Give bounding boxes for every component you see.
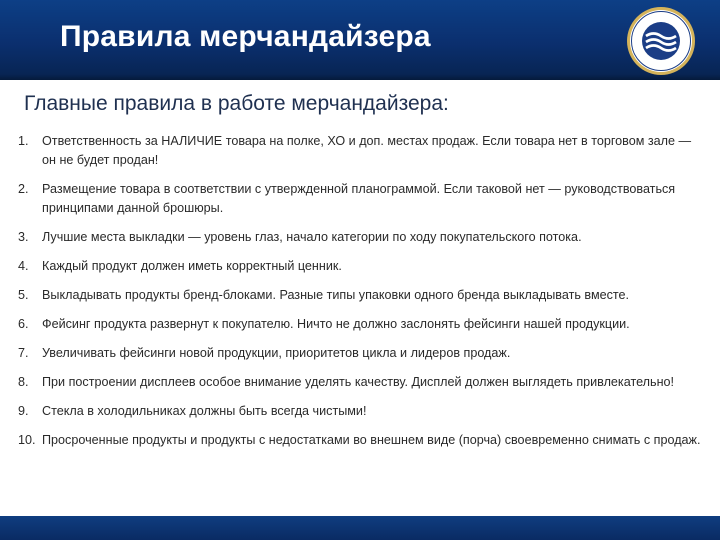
rule-item (18, 228, 702, 247)
rule-number: 3. (18, 230, 29, 244)
rule-item (18, 431, 702, 450)
rule-number: 6. (18, 317, 29, 331)
rule-text: Каждый продукт должен иметь корректный ценник. (42, 259, 342, 273)
rule-number: 10. (18, 433, 36, 447)
rule-item (18, 286, 702, 305)
rule-text: Просроченные продукты и продукты с недостатками во внешнем виде (порча) своевременно снимать с продаж. (42, 433, 701, 447)
footer-band (0, 516, 720, 540)
rule-text: Стекла в холодильниках должны быть всегда чистыми! (42, 404, 367, 418)
rules-list (18, 132, 702, 460)
rule-item (18, 315, 702, 334)
slide-title: Правила мерчандайзера (60, 20, 431, 53)
rule-text: Выкладывать продукты бренд-блоками. Разные типы упаковки одного бренда выкладывать вместе. (42, 288, 630, 302)
header-band (0, 0, 720, 80)
rule-text: При построении дисплеев особое внимание уделять качеству. Дисплей должен выглядеть привлекательно! (42, 375, 675, 389)
rule-text: Фейсинг продукта развернут к покупателю. Ничто не должно заслонять фейсинги нашей продукции. (42, 317, 630, 331)
rule-number: 9. (18, 404, 29, 418)
rule-item (18, 373, 702, 392)
rules-card (12, 84, 708, 512)
company-logo (626, 6, 696, 76)
rule-text: Ответственность за НАЛИЧИЕ товара на полке, ХО и доп. местах продаж. Если товара нет в торговом зале — он не будет продан! (42, 134, 692, 167)
rule-item (18, 257, 702, 276)
rule-item (18, 344, 702, 363)
rule-item (18, 180, 702, 218)
rule-text: Увеличивать фейсинги новой продукции, приоритетов цикла и лидеров продаж. (42, 346, 511, 360)
rule-number: 8. (18, 375, 29, 389)
rule-number: 5. (18, 288, 29, 302)
rule-number: 1. (18, 134, 29, 148)
rule-text: Размещение товара в соответствии с утвержденной планограммой. Если таковой нет — руководствоваться принципами данной брошюры. (42, 182, 676, 215)
rule-item (18, 402, 702, 421)
rules-heading: Главные правила в работе мерчандайзера: (24, 92, 449, 115)
rule-number: 2. (18, 182, 29, 196)
rule-text: Лучшие места выкладки — уровень глаз, начало категории по ходу покупательского потока. (42, 230, 582, 244)
rule-number: 7. (18, 346, 29, 360)
rule-number: 4. (18, 259, 29, 273)
rule-item (18, 132, 702, 170)
seal-icon (626, 6, 696, 76)
